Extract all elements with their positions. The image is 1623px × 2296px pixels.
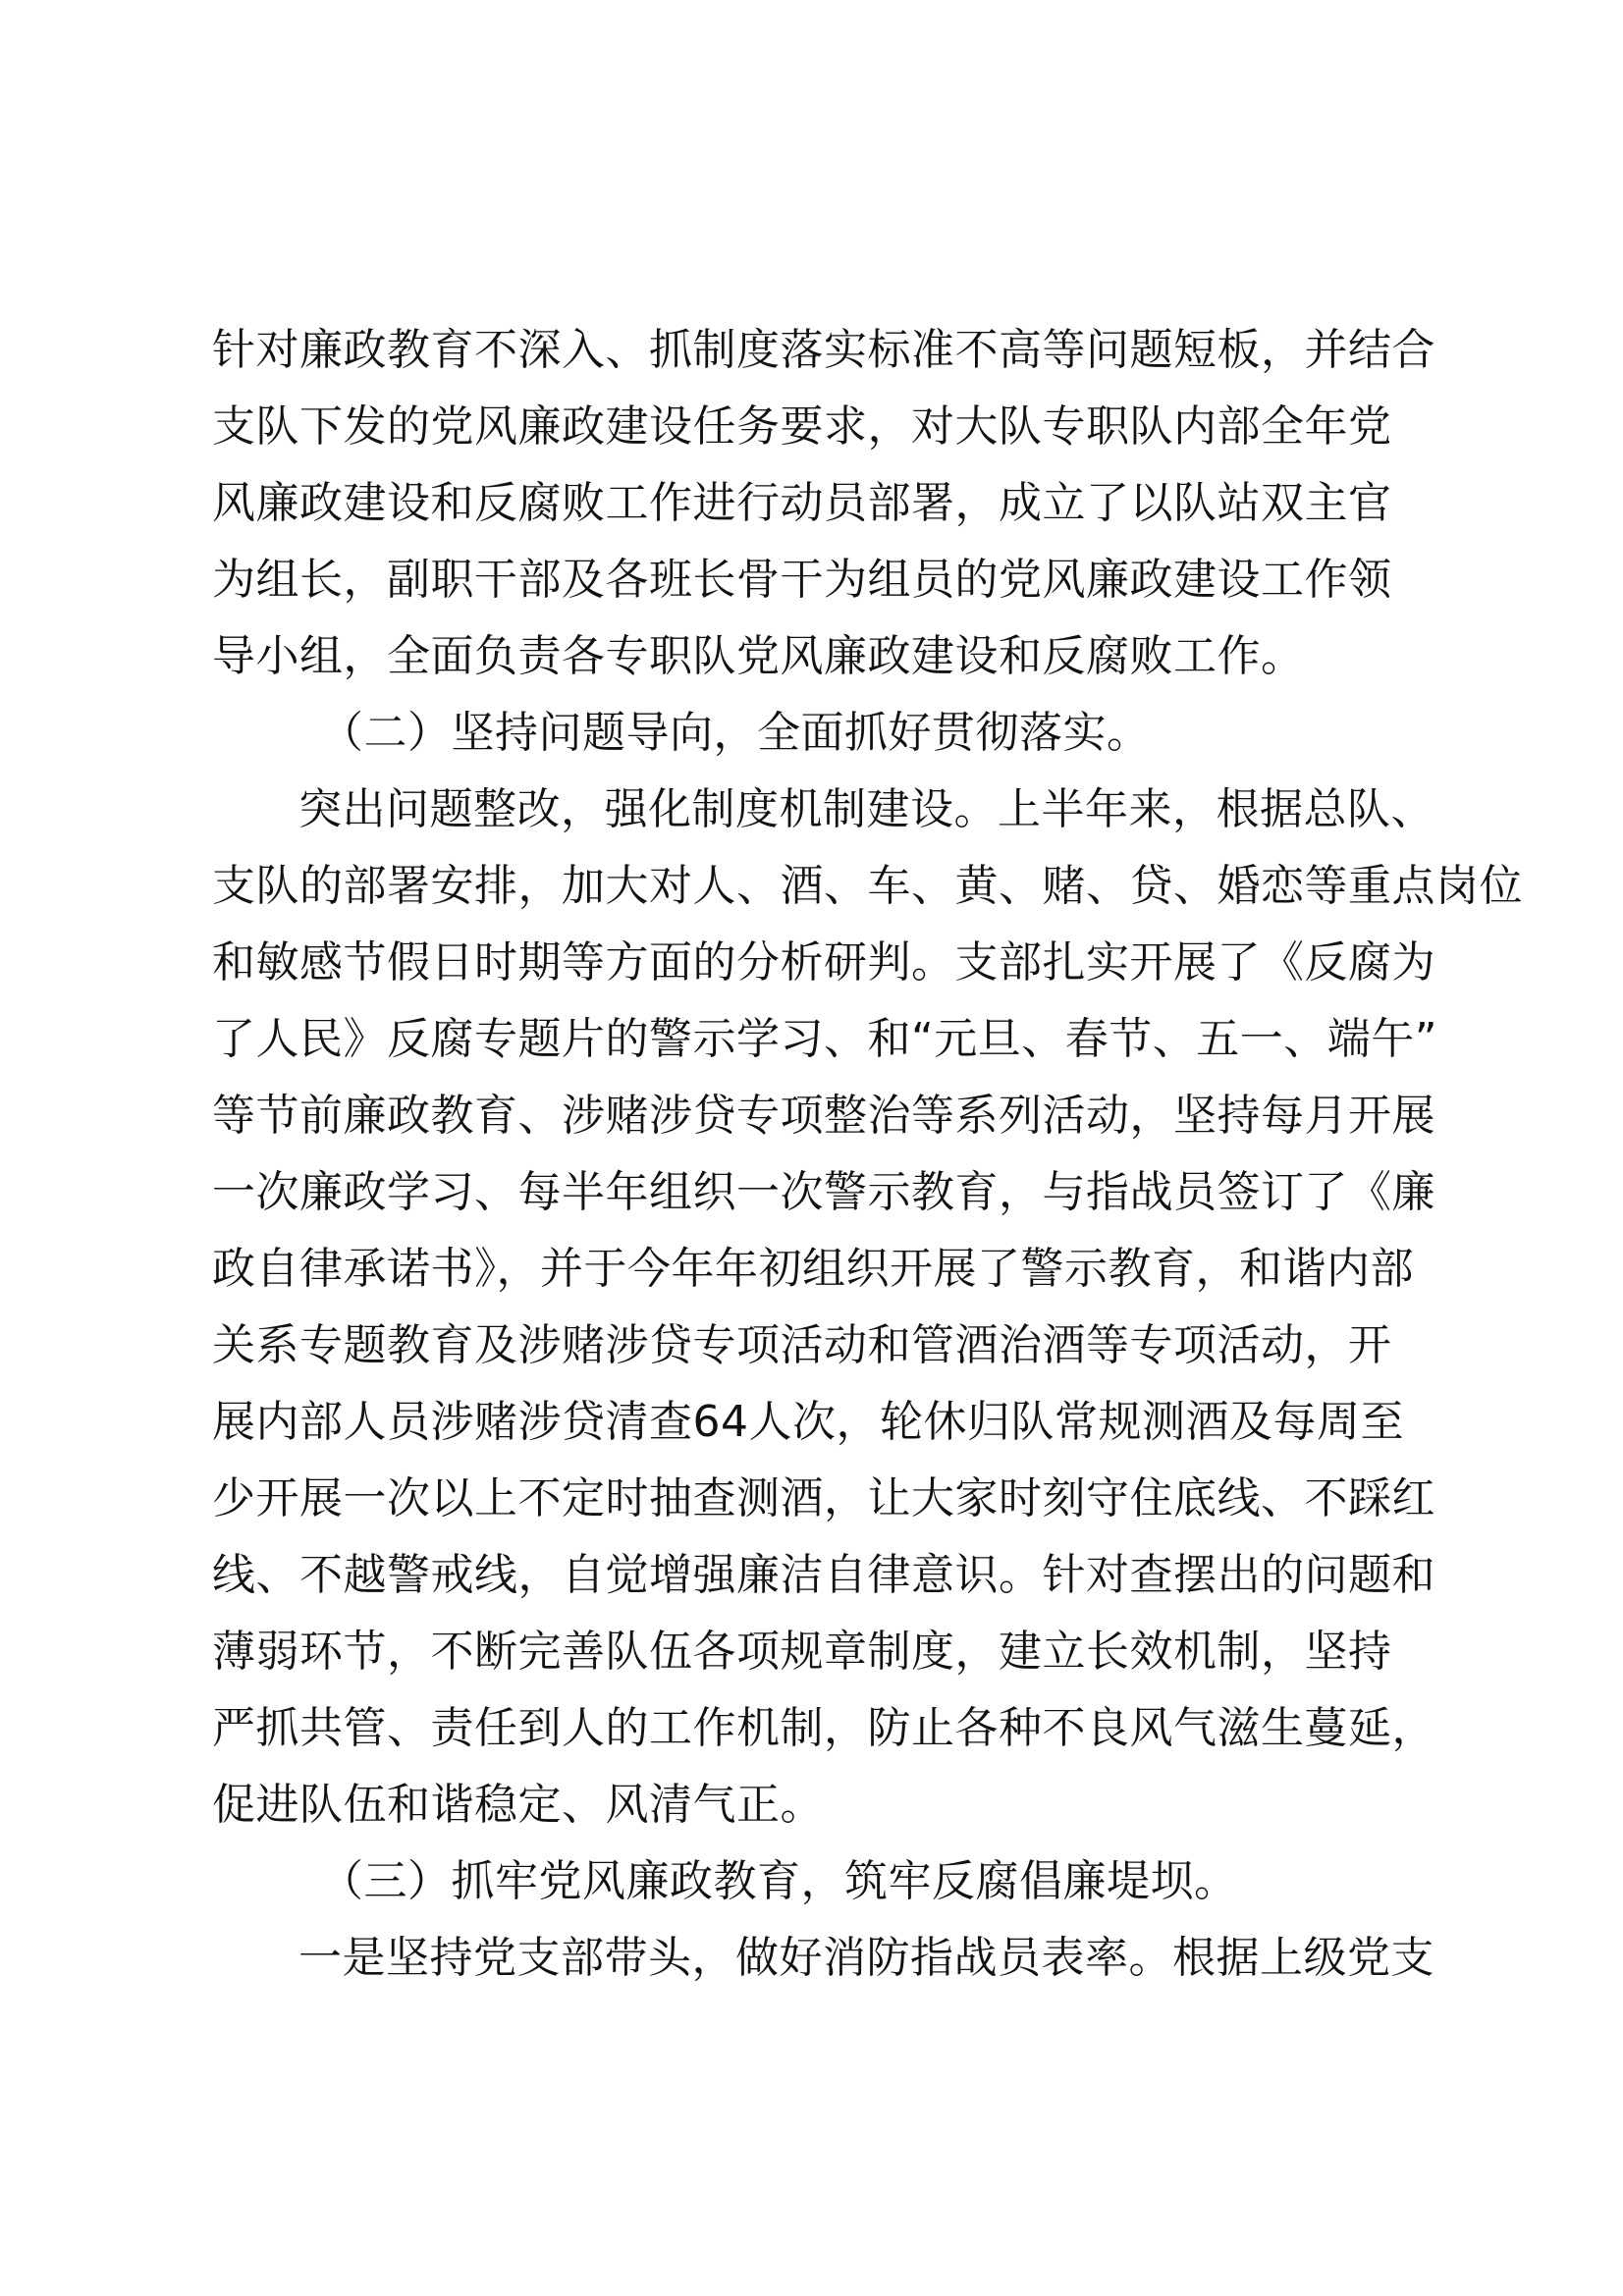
paragraph-line: 展内部人员涉赌涉贷清查64人次，轮休归队常规测酒及每周至 [212, 1397, 1404, 1447]
section-heading: （二）坚持问题导向，全面抓好贯彻落实。 [320, 708, 1151, 758]
paragraph-line: 针对廉政教育不深入、抓制度落实标准不高等问题短板，并结合 [212, 325, 1435, 375]
paragraph-line: 少开展一次以上不定时抽查测酒，让大家时刻守住底线、不踩红 [212, 1473, 1435, 1523]
paragraph-line: 支队的部署安排，加大对人、酒、车、黄、赌、贷、婚恋等重点岗位 [212, 861, 1523, 911]
paragraph-line: 了人民》反腐专题片的警示学习、和“元旦、春节、五一、端午” [212, 1014, 1438, 1064]
paragraph-line: 严抓共管、责任到人的工作机制，防止各种不良风气滋生蔓延， [212, 1703, 1435, 1753]
paragraph-line: 为组长，副职干部及各班长骨干为组员的党风廉政建设工作领 [212, 555, 1392, 605]
paragraph-line: 突出问题整改，强化制度机制建设。上半年来，根据总队、 [298, 784, 1434, 834]
paragraph-line: 一次廉政学习、每半年组织一次警示教育，与指战员签订了《廉 [212, 1167, 1435, 1217]
paragraph-line: 导小组，全面负责各专职队党风廉政建设和反腐败工作。 [212, 631, 1305, 681]
paragraph-line: 薄弱环节，不断完善队伍各项规章制度，建立长效机制，坚持 [212, 1627, 1392, 1677]
paragraph-line: 关系专题教育及涉赌涉贷专项活动和管酒治酒等专项活动，开 [212, 1320, 1392, 1370]
paragraph-line: 政自律承诺书》，并于今年年初组织开展了警示教育，和谐内部 [212, 1244, 1414, 1294]
document-body [212, 312, 1523, 1997]
paragraph-line: 一是坚持党支部带头，做好消防指战员表率。根据上级党支 [298, 1933, 1434, 1983]
paragraph-line: 和敏感节假日时期等方面的分析研判。支部扎实开展了《反腐为 [212, 937, 1435, 988]
paragraph-line: 支队下发的党风廉政建设任务要求，对大队专职队内部全年党 [212, 401, 1392, 452]
paragraph-line: 等节前廉政教育、涉赌涉贷专项整治等系列活动，坚持每月开展 [212, 1091, 1435, 1141]
paragraph-line: 促进队伍和谐稳定、风清气正。 [212, 1780, 824, 1830]
paragraph-line: 风廉政建设和反腐败工作进行动员部署，成立了以队站双主官 [212, 478, 1392, 528]
paragraph-line: 线、不越警戒线，自觉增强廉洁自律意识。针对查摆出的问题和 [212, 1550, 1435, 1600]
section-heading: （三）抓牢党风廉政教育，筑牢反腐倡廉堤坝。 [320, 1856, 1238, 1906]
